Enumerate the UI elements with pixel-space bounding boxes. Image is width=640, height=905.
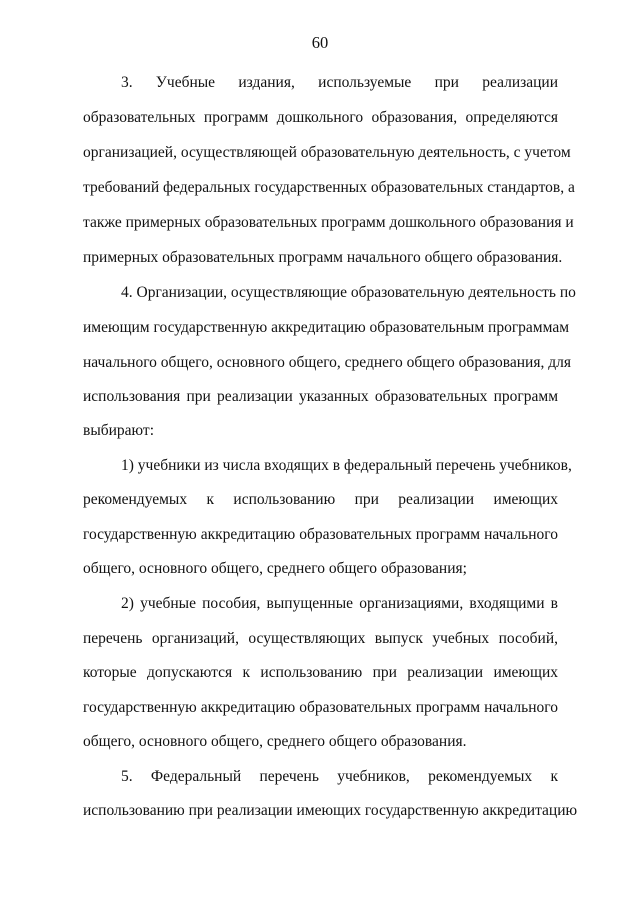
paragraph-4-line-4: использования при реализации указанных образовательных программ xyxy=(83,388,558,405)
paragraph-3-line-4: требований федеральных государственных образовательных стандартов, а xyxy=(83,179,575,196)
paragraph-5-line-1: 5. Федеральный перечень учебников, рекомендуемых к xyxy=(121,768,558,785)
paragraph-3-line-5: также примерных образовательных программ дошкольного образования и xyxy=(83,214,574,231)
item-2-line-3: которые допускаются к использованию при реализации имеющих xyxy=(83,664,558,681)
item-2-line-1: 2) учебные пособия, выпущенные организациями, входящими в xyxy=(121,595,558,612)
item-2-line-2: перечень организаций, осуществляющих выпуск учебных пособий, xyxy=(83,630,558,647)
paragraph-4-line-1: 4. Организации, осуществляющие образовательную деятельность по xyxy=(121,284,576,301)
paragraph-3-line-1: 3. Учебные издания, используемые при реализации xyxy=(121,74,558,91)
item-1-line-1: 1) учебники из числа входящих в федеральный перечень учебников, xyxy=(121,457,572,474)
paragraph-3-line-6: примерных образовательных программ начального общего образования. xyxy=(83,249,563,266)
item-1-line-2: рекомендуемых к использованию при реализации имеющих xyxy=(83,491,558,508)
item-1-line-3: государственную аккредитацию образовательных программ начального xyxy=(83,526,558,543)
paragraph-4-line-5: выбирают: xyxy=(83,422,154,439)
item-2-line-4: государственную аккредитацию образовательных программ начального xyxy=(83,699,558,716)
paragraph-3-line-2: образовательных программ дошкольного образования, определяются xyxy=(83,109,558,126)
item-2-line-5: общего, основного общего, среднего общего образования. xyxy=(83,733,467,750)
paragraph-4-line-3: начального общего, основного общего, среднего общего образования, для xyxy=(83,354,571,371)
paragraph-3-line-3: организацией, осуществляющей образовательную деятельность, с учетом xyxy=(83,144,571,161)
page-number: 60 xyxy=(311,33,329,52)
item-1-line-4: общего, основного общего, среднего общего образования; xyxy=(83,560,467,577)
paragraph-5-line-2: использованию при реализации имеющих государственную аккредитацию xyxy=(83,802,578,819)
paragraph-4-line-2: имеющим государственную аккредитацию образовательным программам xyxy=(83,319,570,336)
